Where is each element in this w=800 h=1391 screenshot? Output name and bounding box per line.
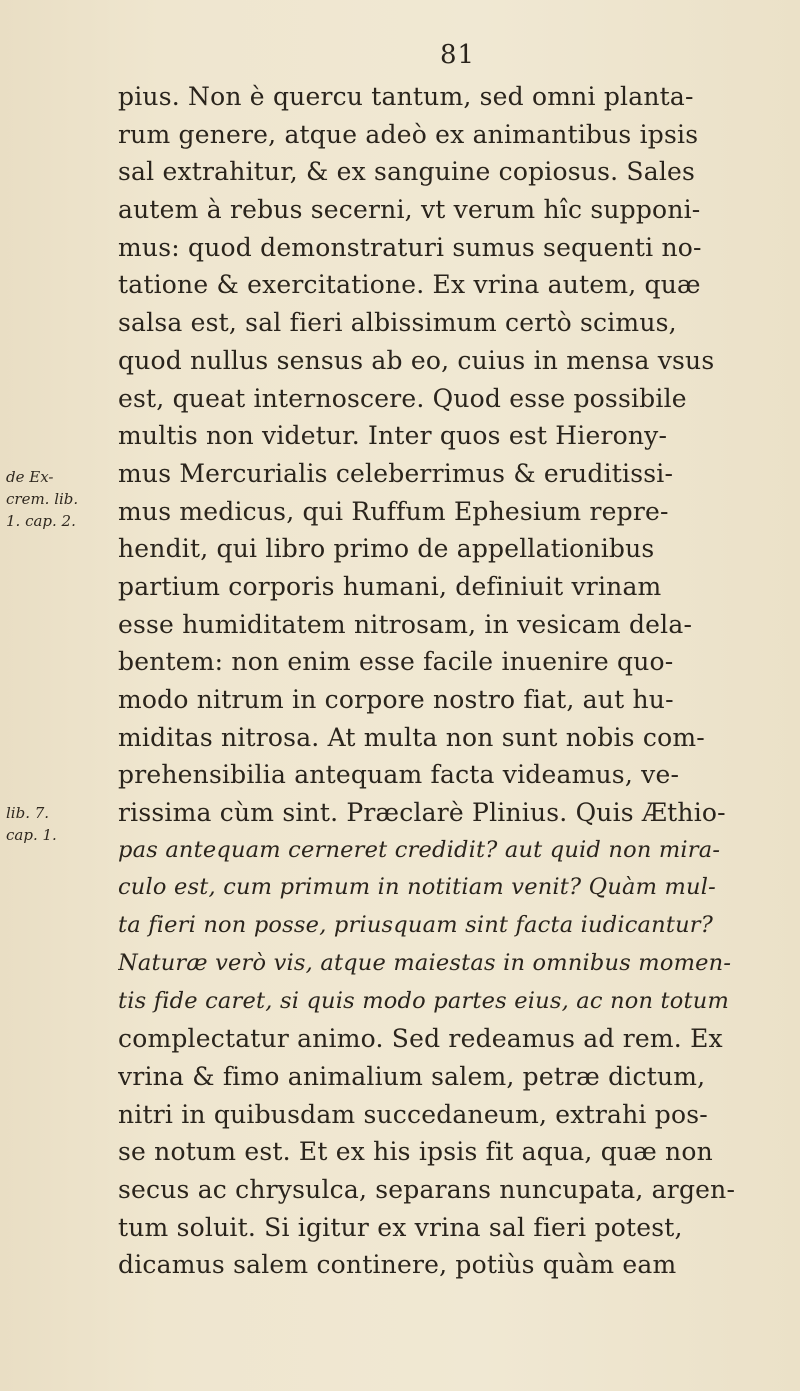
text-line: pas antequam cerneret credidit? aut quid non mira- <box>118 836 721 863</box>
text-line: culo est, cum primum in notitiam venit? Quàm mul- <box>118 874 716 901</box>
text-line: bentem: non enim esse facile inuenire quo- <box>118 647 674 677</box>
text-line: multis non videtur. Inter quos est Hierony- <box>118 421 668 451</box>
text-line: est, queat internoscere. Quod esse possibile <box>118 383 687 413</box>
page-number: 81 <box>440 40 476 70</box>
text-line: sal extrahitur, & ex sanguine copiosus. Sales <box>118 157 696 187</box>
text-line: pius. Non è quercu tantum, sed omni planta- <box>118 82 694 111</box>
text-line: rissima cùm sint. Præclarè Plinius. Quis Æthio- <box>118 798 726 828</box>
text-line: dicamus salem continere, potiùs quàm eam <box>118 1250 677 1280</box>
text-line: complectatur animo. Sed redeamus ad rem. Ex <box>118 1024 723 1054</box>
text-line: se notum est. Et ex his ipsis fit aqua, quæ non <box>118 1137 713 1167</box>
body-text <box>118 78 778 1284</box>
margin-note-line: crem. lib. <box>6 490 79 508</box>
text-line: salsa est, sal fieri albissimum certò scimus, <box>118 308 677 338</box>
text-line: tum soluit. Si igitur ex vrina sal fieri potest, <box>118 1212 683 1242</box>
text-line: mus medicus, qui Ruffum Ephesium repre- <box>118 496 669 526</box>
margin-note-line: de Ex- <box>6 468 54 486</box>
text-line: autem à rebus secerni, vt verum hîc supponi- <box>118 195 701 225</box>
margin-note-line: cap. 1. <box>6 826 57 844</box>
text-line: quod nullus sensus ab eo, cuius in mensa vsus <box>118 345 715 375</box>
text-line: prehensibilia antequam facta videamus, ve- <box>118 760 680 790</box>
text-line: esse humiditatem nitrosam, in vesicam dela- <box>118 609 693 639</box>
text-line: tis fide caret, si quis modo partes eius, ac non totum <box>118 987 730 1014</box>
text-line: hendit, qui libro primo de appellationibus <box>118 534 655 564</box>
text-line: Naturæ verò vis, atque maiestas in omnibus momen- <box>118 949 732 976</box>
text-line: vrina & fimo animalium salem, petræ dictum, <box>118 1061 706 1091</box>
margin-note-line: lib. 7. <box>6 804 50 822</box>
text-line: rum genere, atque adeò ex animantibus ipsis <box>118 119 699 149</box>
text-line: nitri in quibusdam succedaneum, extrahi pos- <box>118 1099 708 1129</box>
text-line: miditas nitrosa. At multa non sunt nobis com- <box>118 722 705 752</box>
margin-note-lib-cap <box>6 802 116 846</box>
margin-note-line: 1. cap. 2. <box>6 512 76 530</box>
text-line: partium corporis humani, definiuit vrinam <box>118 571 662 601</box>
text-line: secus ac chrysulca, separans nuncupata, argen- <box>118 1174 736 1204</box>
text-line: modo nitrum in corpore nostro fiat, aut hu- <box>118 685 674 714</box>
text-line: tatione & exercitatione. Ex vrina autem, quæ <box>118 270 701 300</box>
text-line: ta fieri non posse, priusquam sint facta iudicantur? <box>118 912 714 939</box>
text-line: mus: quod demonstraturi sumus sequenti no- <box>118 232 702 262</box>
margin-note-excrem <box>6 466 116 532</box>
text-line: mus Mercurialis celeberrimus & eruditissi- <box>118 458 674 488</box>
